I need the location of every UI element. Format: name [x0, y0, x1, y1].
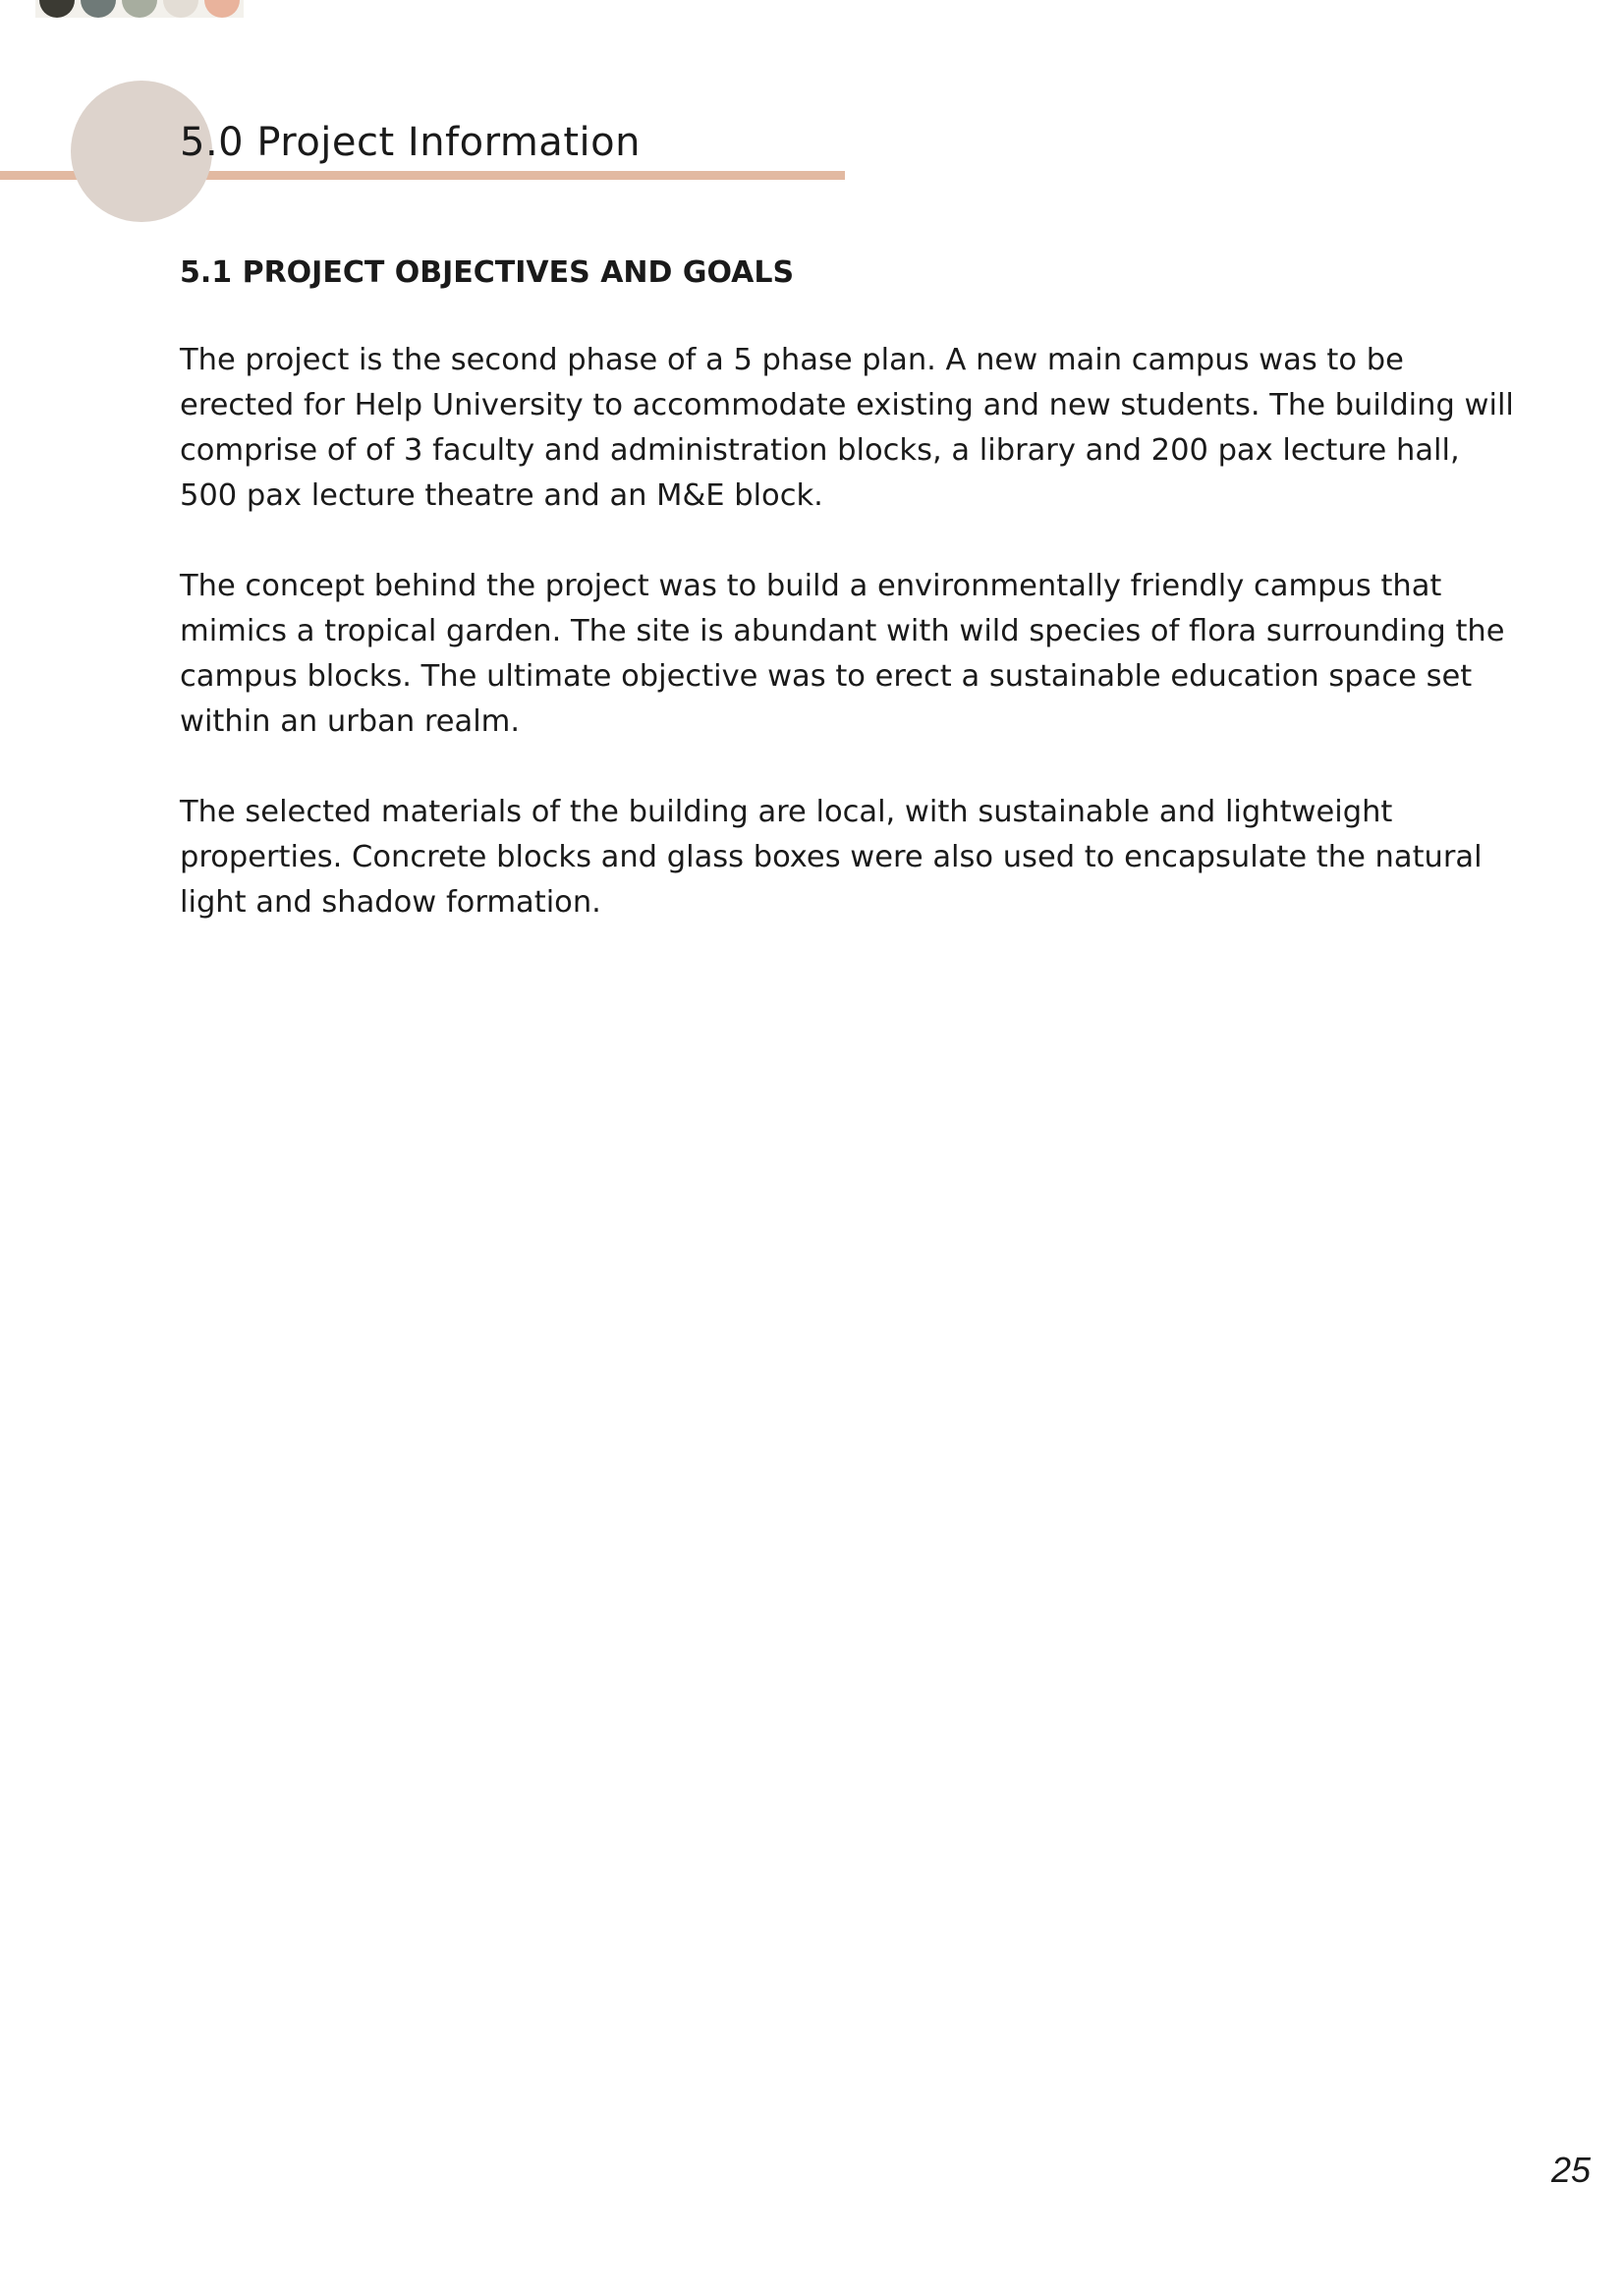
paragraph-line: mimics a tropical garden. The site is abundant with wild species of flora surrounding the	[180, 614, 1505, 648]
paragraph-line: The selected materials of the building are local, with sustainable and lightweight	[180, 795, 1393, 829]
page-number: 25	[1550, 2150, 1591, 2190]
section-heading: 5.1 PROJECT OBJECTIVES AND GOALS	[180, 255, 795, 290]
palette-swatch-4	[163, 0, 198, 18]
paragraph-project-phase	[180, 338, 1514, 519]
paragraph-line: comprise of of 3 faculty and administration blocks, a library and 200 pax lecture hall,	[180, 433, 1460, 468]
page-title: 5.0 Project Information	[180, 120, 641, 165]
paragraph-line: within an urban realm.	[180, 704, 521, 739]
section-content	[180, 252, 1514, 971]
palette-swatch-3	[122, 0, 157, 18]
palette-swatch-2	[81, 0, 116, 18]
palette-swatch-1	[39, 0, 75, 18]
paragraph-line: erected for Help University to accommodate existing and new students. The building will	[180, 388, 1514, 422]
paragraph-line: 500 pax lecture theatre and an M&E block.	[180, 478, 823, 513]
palette-swatch-5	[204, 0, 240, 18]
paragraph-concept	[180, 564, 1505, 745]
paragraph-line: The concept behind the project was to build a environmentally friendly campus that	[180, 569, 1442, 603]
paragraph-line: properties. Concrete blocks and glass boxes were also used to encapsulate the natural	[180, 840, 1483, 874]
paragraph-line: light and shadow formation.	[180, 885, 601, 920]
paragraph-line: The project is the second phase of a 5 phase plan. A new main campus was to be	[180, 343, 1404, 377]
color-palette	[35, 0, 244, 18]
paragraph-line: campus blocks. The ultimate objective was to erect a sustainable education space set	[180, 659, 1473, 694]
paragraph-materials	[180, 790, 1496, 925]
